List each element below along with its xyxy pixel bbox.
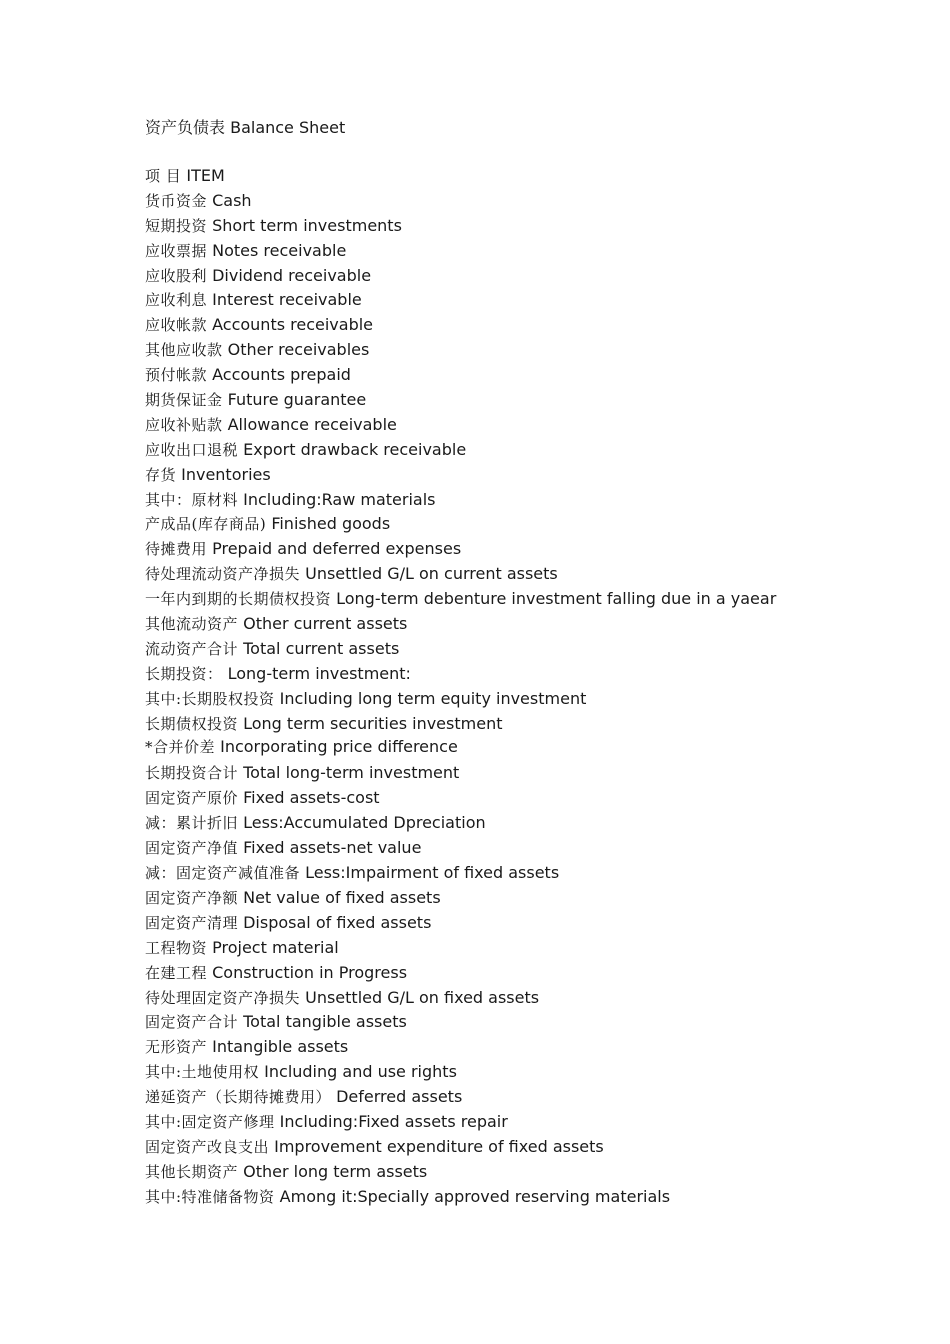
list-item <box>145 1085 925 1110</box>
item-english-label: Long-term debenture investment falling due in a yaear <box>336 589 777 609</box>
list-item <box>145 736 925 759</box>
item-chinese-label: 流动资产合计 <box>145 639 239 658</box>
list-item <box>145 363 925 388</box>
item-english-label: Other receivables <box>227 340 370 360</box>
list-item <box>145 759 925 786</box>
item-chinese-label: 期货保证金 <box>145 391 223 410</box>
list-item <box>145 836 925 861</box>
item-english-label: Prepaid and deferred expenses <box>212 539 462 559</box>
list-item <box>145 936 925 961</box>
list-item <box>145 612 925 637</box>
list-item <box>145 264 925 289</box>
list-item <box>145 463 925 488</box>
item-english-label: Finished goods <box>271 514 391 534</box>
item-chinese-label: 待处理流动资产净损失 <box>145 565 301 584</box>
item-chinese-label: 预付帐款 <box>145 366 208 385</box>
item-chinese-label: 其中:固定资产修理 <box>145 1112 275 1131</box>
item-chinese-label: 其中：原材料 <box>145 490 239 509</box>
list-item <box>145 1060 925 1085</box>
list-item <box>145 512 925 537</box>
item-chinese-label: 应收股利 <box>145 266 208 285</box>
list-item <box>145 338 925 363</box>
list-item <box>145 1135 925 1160</box>
list-item <box>145 313 925 338</box>
list-item <box>145 288 925 313</box>
item-english-label: Other long term assets <box>243 1161 428 1181</box>
item-chinese-label: 应收票据 <box>145 241 208 260</box>
item-english-label: Other current assets <box>243 614 408 634</box>
item-english-label: Among it:Specially approved reserving materials <box>279 1186 671 1206</box>
item-english-label: Total tangible assets <box>243 1012 407 1032</box>
list-item <box>145 1185 925 1210</box>
item-chinese-label: 一年内到期的长期债权投资 <box>145 590 332 609</box>
list-item <box>145 189 925 214</box>
item-english-label: Cash <box>212 190 252 210</box>
item-chinese-label: 固定资产清理 <box>145 913 239 932</box>
item-chinese-label: 无形资产 <box>145 1038 208 1057</box>
list-item <box>145 961 925 986</box>
item-english-label: Including and use rights <box>264 1062 457 1082</box>
list-item <box>145 1160 925 1185</box>
item-chinese-label: 固定资产合计 <box>145 1013 239 1032</box>
item-english-label: Project material <box>212 937 339 957</box>
item-list <box>145 164 925 1210</box>
item-english-label: Including long term equity investment <box>279 688 587 708</box>
list-item <box>145 537 925 562</box>
item-english-label: Less:Impairment of fixed assets <box>305 863 560 883</box>
list-item <box>145 214 925 239</box>
item-english-label: Inventories <box>181 464 271 484</box>
item-english-label: Incorporating price difference <box>220 737 458 757</box>
list-item <box>145 637 925 662</box>
item-english-label: Net value of fixed assets <box>243 887 441 907</box>
item-english-label: Short term investments <box>212 215 402 235</box>
item-chinese-label: 待摊费用 <box>145 540 208 559</box>
item-english-label: Long term securities investment <box>243 713 503 733</box>
item-chinese-label: 应收帐款 <box>145 316 208 335</box>
item-english-label: Notes receivable <box>212 240 347 260</box>
item-english-label: Deferred assets <box>336 1087 463 1107</box>
item-english-label: Accounts receivable <box>212 315 374 335</box>
item-chinese-label: 其他应收款 <box>145 341 223 360</box>
item-chinese-label: 长期投资： <box>145 664 223 683</box>
item-chinese-label: 长期投资合计 <box>145 763 239 782</box>
item-english-label: Future guarantee <box>227 390 367 410</box>
list-item <box>145 861 925 886</box>
list-item <box>145 164 925 189</box>
item-chinese-label: 产成品(库存商品) <box>145 515 267 534</box>
item-english-label: ITEM <box>186 166 225 185</box>
item-chinese-label: 应收出口退税 <box>145 440 239 459</box>
list-item <box>145 786 925 811</box>
list-item <box>145 662 925 687</box>
item-english-label: Allowance receivable <box>227 414 397 434</box>
list-item <box>145 413 925 438</box>
item-chinese-label: 其中:长期股权投资 <box>145 689 275 708</box>
list-item <box>145 488 925 513</box>
list-item <box>145 438 925 463</box>
list-item <box>145 1110 925 1135</box>
item-chinese-label: 工程物资 <box>145 938 208 957</box>
item-chinese-label: 固定资产净额 <box>145 888 239 907</box>
list-item <box>145 1035 925 1060</box>
item-chinese-label: 其中:土地使用权 <box>145 1063 260 1082</box>
item-chinese-label: *合并价差 <box>145 738 216 757</box>
item-chinese-label: 项 目 <box>145 167 182 185</box>
item-english-label: Including:Raw materials <box>243 489 436 509</box>
item-english-label: Including:Fixed assets repair <box>279 1111 508 1131</box>
list-item <box>145 712 925 737</box>
list-item <box>145 388 925 413</box>
list-item <box>145 886 925 911</box>
list-item <box>145 587 925 612</box>
item-chinese-label: 其他长期资产 <box>145 1162 239 1181</box>
list-item <box>145 911 925 936</box>
item-english-label: Fixed assets-net value <box>243 838 422 858</box>
item-english-label: Unsettled G/L on current assets <box>305 564 558 584</box>
list-item <box>145 687 925 712</box>
item-chinese-label: 应收补贴款 <box>145 415 223 434</box>
item-english-label: Dividend receivable <box>212 265 372 285</box>
item-chinese-label: 减：固定资产减值准备 <box>145 864 301 883</box>
item-chinese-label: 应收利息 <box>145 291 208 310</box>
item-english-label: Export drawback receivable <box>243 439 467 459</box>
list-item <box>145 811 925 836</box>
item-chinese-label: 短期投资 <box>145 216 208 235</box>
document-title: 资产负债表 Balance Sheet <box>145 118 346 137</box>
item-chinese-label: 其中:特准储备物资 <box>145 1187 275 1206</box>
item-english-label: Total long-term investment <box>243 762 460 782</box>
item-chinese-label: 其他流动资产 <box>145 615 239 634</box>
item-chinese-label: 长期债权投资 <box>145 714 239 733</box>
item-chinese-label: 存货 <box>145 465 177 484</box>
item-english-label: Total current assets <box>243 638 400 658</box>
item-english-label: Less:Accumulated Dpreciation <box>243 813 486 833</box>
item-english-label: Accounts prepaid <box>212 365 351 385</box>
list-item <box>145 562 925 587</box>
item-english-label: Interest receivable <box>212 290 362 310</box>
item-chinese-label: 固定资产改良支出 <box>145 1137 270 1156</box>
item-chinese-label: 固定资产原价 <box>145 789 239 808</box>
item-chinese-label: 减：累计折旧 <box>145 814 239 833</box>
item-chinese-label: 在建工程 <box>145 963 208 982</box>
item-english-label: Unsettled G/L on fixed assets <box>305 987 540 1007</box>
list-item <box>145 1010 925 1035</box>
item-english-label: Disposal of fixed assets <box>243 912 432 932</box>
item-chinese-label: 货币资金 <box>145 191 208 210</box>
item-chinese-label: 待处理固定资产净损失 <box>145 988 301 1007</box>
item-english-label: Long-term investment: <box>227 663 411 683</box>
item-english-label: Construction in Progress <box>212 962 408 982</box>
item-chinese-label: 固定资产净值 <box>145 839 239 858</box>
item-english-label: Improvement expenditure of fixed assets <box>274 1136 604 1156</box>
item-chinese-label: 递延资产（长期待摊费用） <box>145 1088 332 1107</box>
item-english-label: Intangible assets <box>212 1037 349 1057</box>
list-item <box>145 239 925 264</box>
list-item <box>145 986 925 1011</box>
item-english-label: Fixed assets-cost <box>243 788 380 808</box>
